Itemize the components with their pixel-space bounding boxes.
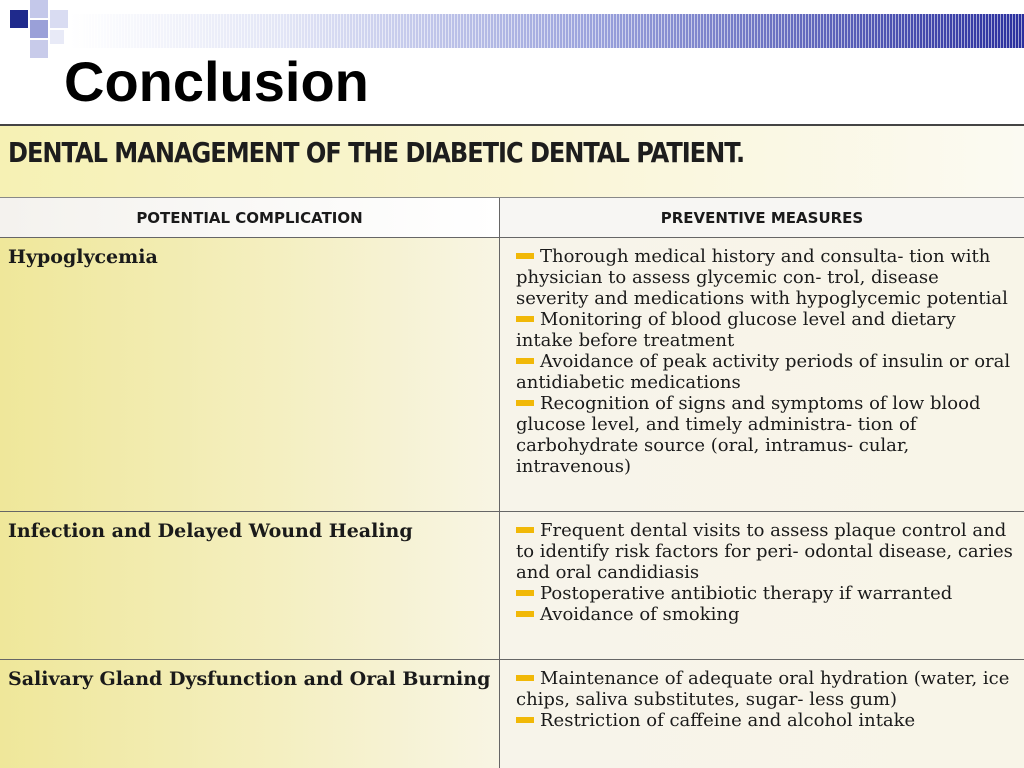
complication-label: Salivary Gland Dysfunction and Oral Burning — [8, 668, 491, 690]
bullet-icon — [516, 253, 534, 259]
table-column-headers — [0, 198, 1024, 238]
square-decoration — [30, 20, 48, 38]
list-item: Frequent dental visits to assess plaque control and to identify risk factors for peri- odontal disease, caries and oral candidiasis — [516, 520, 1013, 583]
column-header-measures: PREVENTIVE MEASURES — [500, 198, 1024, 237]
list-item: Restriction of caffeine and alcohol intake — [516, 710, 1016, 731]
bullet-icon — [516, 358, 534, 364]
square-decoration — [10, 10, 28, 28]
bullet-icon — [516, 400, 534, 406]
bullet-icon — [516, 611, 534, 617]
list-item: Recognition of signs and symptoms of low blood glucose level, and timely administra- tion of carbohydrate source (oral, intramus- cular, intravenous) — [516, 393, 981, 477]
slide-title: Conclusion — [64, 50, 369, 113]
square-decoration — [30, 0, 48, 18]
complication-cell — [0, 238, 500, 511]
square-decoration — [30, 40, 48, 58]
measures-list — [516, 246, 1016, 477]
bullet-icon — [516, 717, 534, 723]
list-item: Thorough medical history and consulta- tion with physician to assess glycemic con- trol, disease severity and medications with hypoglycemic potential — [516, 246, 1008, 309]
table-heading-text: DENTAL MANAGEMENT OF THE DIABETIC DENTAL PATIENT. — [8, 136, 745, 169]
bullet-icon — [516, 316, 534, 322]
list-item: Maintenance of adequate oral hydration (water, ice chips, saliva substitutes, sugar- less gum) — [516, 668, 1010, 710]
list-item: Avoidance of smoking — [516, 604, 1016, 625]
measures-cell — [500, 238, 1024, 511]
management-table — [0, 124, 1024, 768]
title-band-decoration — [70, 14, 1024, 48]
measures-list — [516, 668, 1016, 731]
complication-cell — [0, 660, 500, 768]
bullet-icon — [516, 590, 534, 596]
list-item: Avoidance of peak activity periods of insulin or oral antidiabetic medications — [516, 351, 1011, 393]
column-header-complication: POTENTIAL COMPLICATION — [0, 198, 500, 237]
table-row — [0, 512, 1024, 660]
square-decoration — [50, 30, 64, 44]
bullet-icon — [516, 675, 534, 681]
complication-label: Hypoglycemia — [8, 246, 158, 268]
list-item: Postoperative antibiotic therapy if warranted — [516, 583, 1016, 604]
square-decoration — [50, 10, 68, 28]
measures-cell — [500, 512, 1024, 659]
table-row — [0, 660, 1024, 768]
bullet-icon — [516, 527, 534, 533]
table-heading — [0, 126, 1024, 198]
table-row — [0, 238, 1024, 512]
list-item: Monitoring of blood glucose level and dietary intake before treatment — [516, 309, 956, 351]
measures-list — [516, 520, 1016, 625]
complication-label: Infection and Delayed Wound Healing — [8, 520, 413, 542]
complication-cell — [0, 512, 500, 659]
measures-cell — [500, 660, 1024, 768]
